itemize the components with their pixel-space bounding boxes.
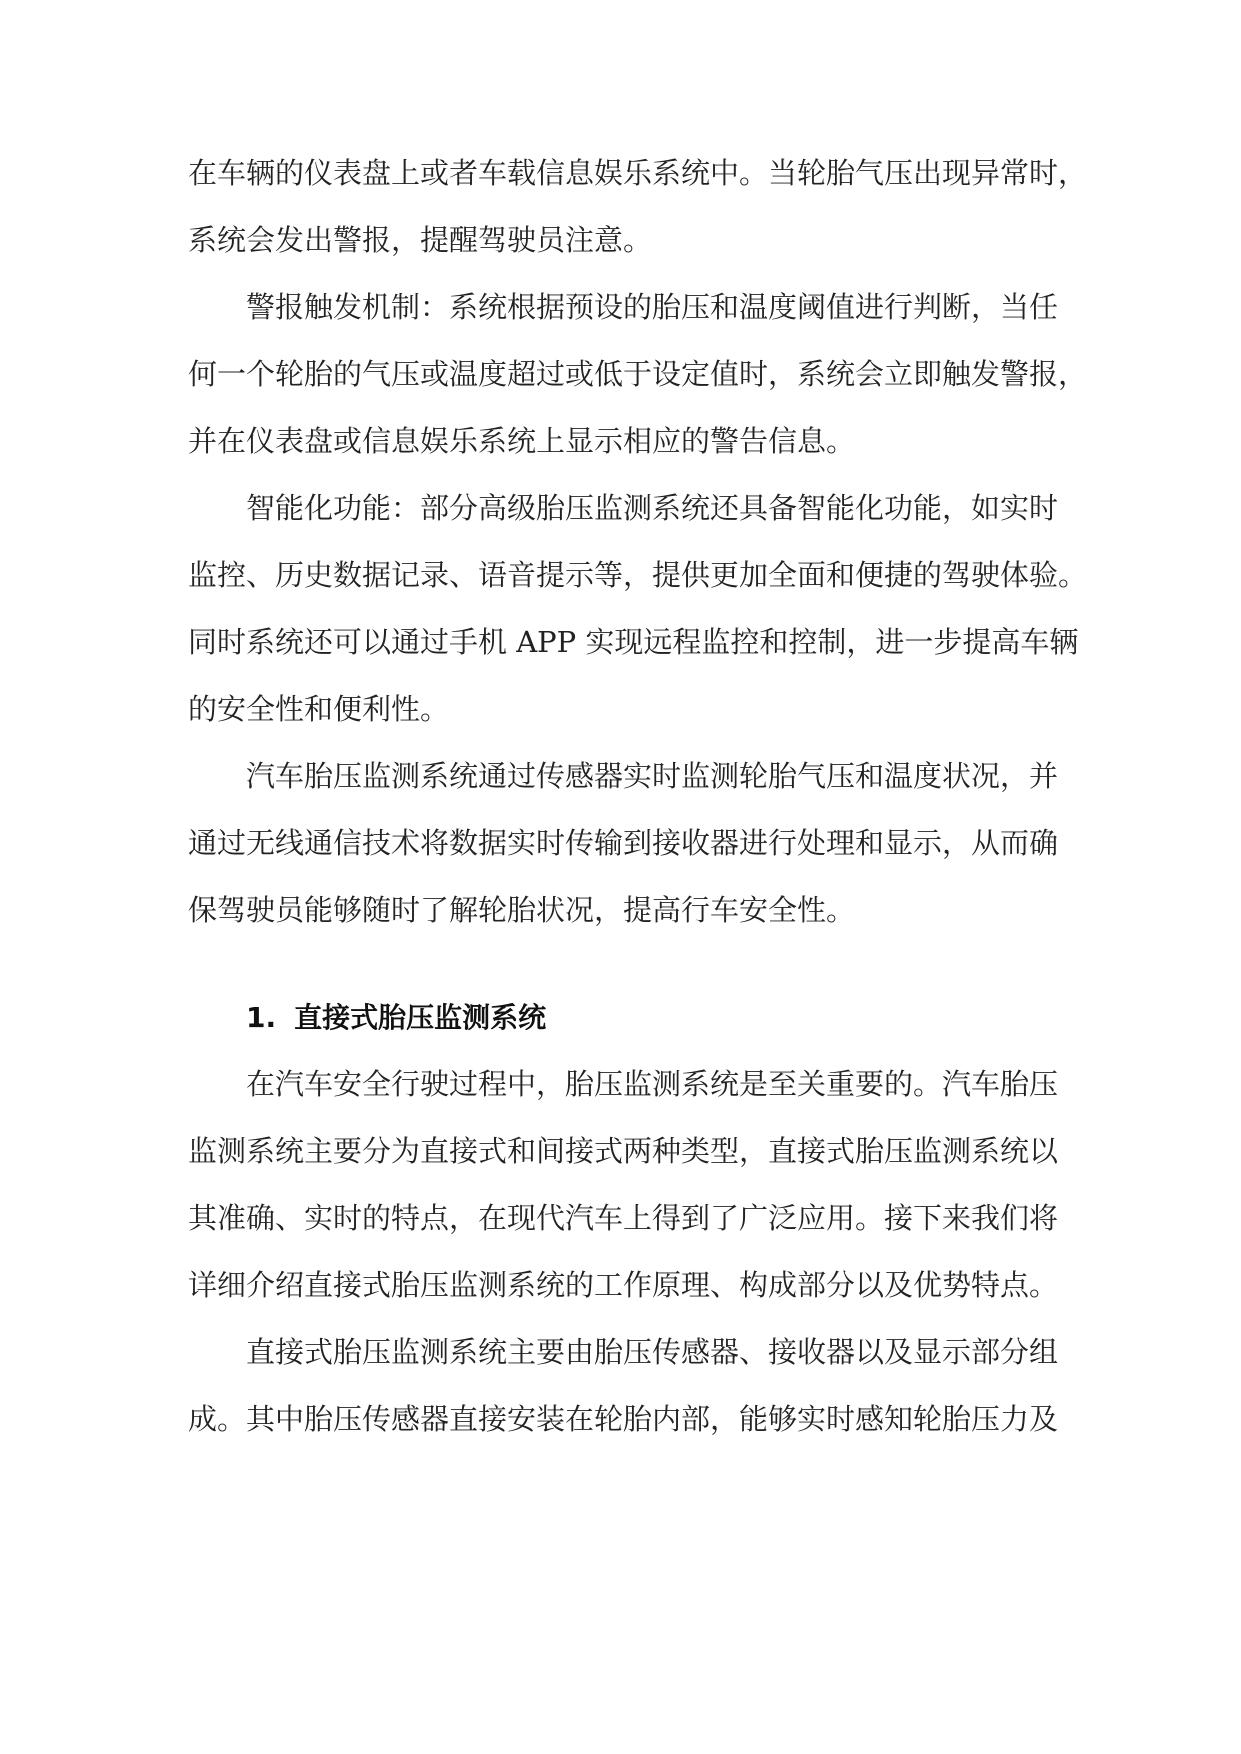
text-line: 详细介绍直接式胎压监测系统的工作原理、构成部分以及优势特点。 [188,1268,1059,1302]
text-line: 何一个轮胎的气压或温度超过或低于设定值时，系统会立即触发警报， [188,357,1088,391]
paragraph [188,140,1088,274]
text-line: 保驾驶员能够随时了解轮胎状况，提高行车安全性。 [188,893,856,927]
text-line: 智能化功能：部分高级胎压监测系统还具备智能化功能，如实时 [246,491,1059,525]
paragraph [188,743,1059,944]
paragraph [188,475,1088,743]
text-line: 其准确、实时的特点，在现代汽车上得到了广泛应用。接下来我们将 [188,1201,1059,1235]
section-heading [188,984,1048,1051]
text-line: 汽车胎压监测系统通过传感器实时监测轮胎气压和温度状况，并 [246,759,1059,793]
text-line: 并在仪表盘或信息娱乐系统上显示相应的警告信息。 [188,424,856,458]
paragraph [188,1051,1059,1319]
text-line: 在车辆的仪表盘上或者车载信息娱乐系统中。当轮胎气压出现异常时， [188,156,1088,190]
text-line: 同时系统还可以通过手机 APP 实现远程监控和控制，进一步提高车辆 [188,625,1079,659]
paragraph [188,274,1088,475]
text-line: 成。其中胎压传感器直接安装在轮胎内部，能够实时感知轮胎压力及 [188,1402,1059,1436]
document-body [188,140,1088,1453]
text-line: 监测系统主要分为直接式和间接式两种类型，直接式胎压监测系统以 [188,1134,1059,1168]
text-line: 通过无线通信技术将数据实时传输到接收器进行处理和显示，从而确 [188,826,1059,860]
text-line: 系统会发出警报，提醒驾驶员注意。 [188,223,653,257]
text-line: 监控、历史数据记录、语音提示等，提供更加全面和便捷的驾驶体验。 [188,558,1088,592]
section-number: 1. [246,1001,277,1034]
paragraph [188,1319,1059,1453]
section-title: 直接式胎压监测系统 [294,1001,547,1034]
text-line: 的安全性和便利性。 [188,692,450,726]
text-line: 直接式胎压监测系统主要由胎压传感器、接收器以及显示部分组 [246,1335,1059,1369]
text-line: 在汽车安全行驶过程中，胎压监测系统是至关重要的。汽车胎压 [246,1067,1059,1101]
text-line: 警报触发机制：系统根据预设的胎压和温度阈值进行判断，当任 [246,290,1059,324]
